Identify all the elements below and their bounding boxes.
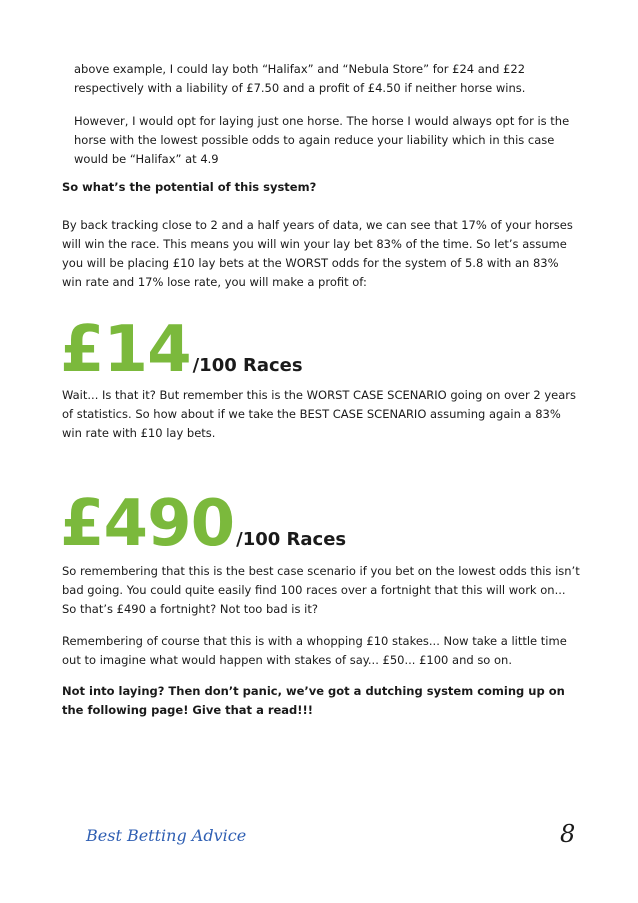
worst-case-suffix: /100 Races	[192, 355, 303, 376]
worst-case-amount: £14	[60, 313, 191, 387]
best-case-figure	[60, 487, 347, 561]
footer-brand: Best Betting Advice	[86, 826, 247, 845]
best-case-suffix: /100 Races	[236, 529, 347, 550]
paragraph-stakes: Remembering of course that this is with a whopping £10 stakes... Now take a little time out to imagine what would happen with stakes of say... £50... £100 and so on.	[62, 634, 567, 667]
paragraph-single-horse: However, I would opt for laying just one horse. The horse I would always opt for is the horse with the lowest possible odds to again reduce your liability which in this case would be “Halifax” at 4.9	[74, 114, 570, 166]
page-number: 8	[560, 820, 576, 848]
paragraph-worst-case: Wait... Is that it? But remember this is the WORST CASE SCENARIO going on over 2 years of statistics. So how about if we take the BEST CASE SCENARIO assuming again a 83% win rate with £10 lay bets.	[62, 388, 577, 440]
worst-case-figure	[60, 313, 303, 387]
paragraph-best-case: So remembering that this is the best case scenario if you bet on the lowest odds this isn’t bad going. You could quite easily find 100 races over a fortnight that this will work on... So that’s £490 a fortnight? Not too bad is it?	[62, 564, 580, 616]
paragraph-dutching-teaser: Not into laying? Then don’t panic, we’ve got a dutching system coming up on the following page! Give that a read!!!	[62, 684, 565, 717]
best-case-amount: £490	[60, 487, 235, 561]
paragraph-back-tracking: By back tracking close to 2 and a half years of data, we can see that 17% of your horses will win the race. This means you will win your lay bet 83% of the time. So let’s assume you will be placing £10 lay bets at the WORST odds for the system of 5.8 with an 83% win rate and 17% lose rate, you will make a profit of:	[62, 218, 573, 289]
paragraph-lay-example: above example, I could lay both “Halifax” and “Nebula Store” for £24 and £22 respectively with a liability of £7.50 and a profit of £4.50 if neither horse wins.	[74, 62, 526, 95]
section-heading: So what’s the potential of this system?	[62, 180, 317, 194]
